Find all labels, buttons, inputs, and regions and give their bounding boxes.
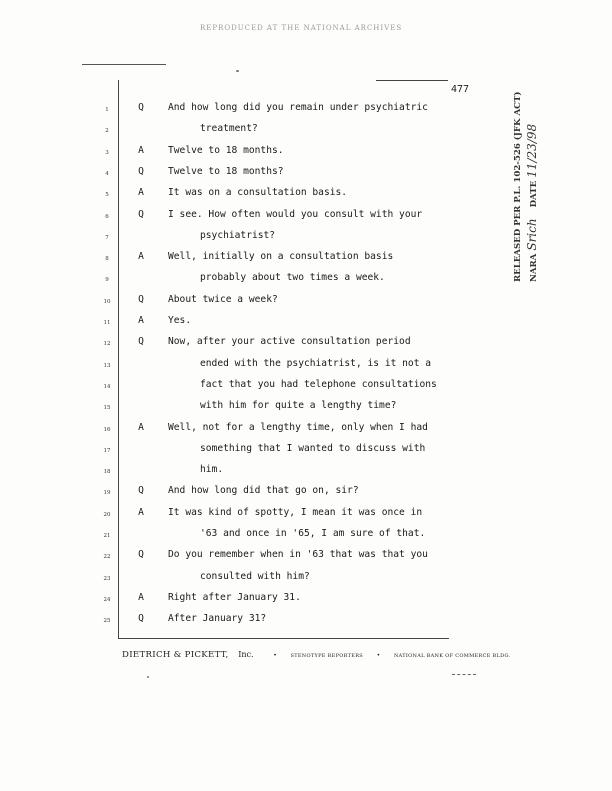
transcript-line xyxy=(0,209,460,229)
speaker-label: A xyxy=(138,251,144,263)
transcript-line xyxy=(0,528,460,548)
line-number: 17 xyxy=(103,447,111,454)
line-number: 6 xyxy=(105,213,109,220)
testimony-text: About twice a week? xyxy=(168,293,278,305)
transcript-line xyxy=(0,379,460,399)
line-number: 15 xyxy=(103,405,111,412)
transcript-line xyxy=(0,230,460,250)
transcript-line xyxy=(0,464,460,484)
testimony-text: Do you remember when in '63 that was that you xyxy=(168,549,428,561)
speaker-label: A xyxy=(138,591,144,603)
footer-inc: Inc. xyxy=(238,650,254,659)
testimony-text: Yes. xyxy=(168,315,192,326)
transcript-line xyxy=(0,422,460,442)
line-number: 14 xyxy=(103,383,111,390)
speaker-label: Q xyxy=(138,208,144,220)
testimony-text: It was kind of spotty, I mean it was once in xyxy=(168,506,423,518)
archive-header: REPRODUCED AT THE NATIONAL ARCHIVES xyxy=(200,24,403,32)
page-number-rule xyxy=(376,80,448,81)
testimony-text: '63 and once in '65, I am sure of that. xyxy=(200,528,426,539)
line-number: 11 xyxy=(103,320,111,326)
release-stamp-date-label: DATE xyxy=(529,180,539,208)
footer-separator: • xyxy=(376,652,381,659)
scan-speck xyxy=(147,676,149,678)
transcript-line xyxy=(0,102,460,122)
speaker-label: A xyxy=(138,144,144,156)
transcript-line xyxy=(0,613,460,633)
footer-firm: DIETRICH & PICKETT, xyxy=(122,650,229,660)
footer-service: STENOTYPE REPORTERS xyxy=(290,653,364,659)
testimony-text: psychiatrist? xyxy=(200,229,276,241)
release-stamp xyxy=(512,86,546,282)
release-stamp-nara: NARA xyxy=(529,253,539,282)
line-number: 22 xyxy=(103,554,111,561)
testimony-text: It was on a consultation basis. xyxy=(168,187,348,199)
testimony-text: ended with the psychiatrist, is it not a xyxy=(200,357,432,369)
line-number: 20 xyxy=(103,511,111,518)
testimony-text: something that I wanted to discuss with xyxy=(200,442,426,454)
speaker-label: Q xyxy=(138,336,144,348)
testimony-text: And how long did that go on, sir? xyxy=(168,485,359,497)
testimony-text: Right after January 31. xyxy=(168,591,301,603)
speaker-label: A xyxy=(138,506,144,518)
speaker-label: Q xyxy=(138,549,144,561)
transcript-line xyxy=(0,507,460,527)
transcript-line xyxy=(0,145,460,165)
testimony-text: with him for quite a lengthy time? xyxy=(200,400,397,412)
line-number: 18 xyxy=(103,469,111,476)
line-number: 13 xyxy=(103,362,111,369)
line-number: 23 xyxy=(103,575,111,582)
testimony-text: probably about two times a week. xyxy=(200,272,385,284)
transcript-line xyxy=(0,549,460,569)
testimony-text: And how long did you remain under psychiatric xyxy=(168,102,428,113)
testimony-text: After January 31? xyxy=(168,613,267,625)
transcript-line xyxy=(0,400,460,420)
line-number: 25 xyxy=(103,618,111,625)
testimony-text: him. xyxy=(200,464,224,476)
transcript-line xyxy=(0,251,460,271)
speaker-label: Q xyxy=(138,485,144,497)
testimony-text: Twelve to 18 months. xyxy=(168,144,284,156)
line-number: 12 xyxy=(103,341,111,348)
testimony-text: Now, after your active consultation period xyxy=(168,336,411,348)
speaker-label: Q xyxy=(138,293,144,305)
line-number: 4 xyxy=(105,170,109,177)
line-number: 10 xyxy=(103,298,111,305)
bottom-mark xyxy=(452,674,476,675)
transcript-line xyxy=(0,485,460,505)
page-number: 477 xyxy=(451,84,470,95)
line-number: 5 xyxy=(105,192,109,199)
release-stamp-date: 11/23/98 xyxy=(525,123,539,178)
speaker-label: A xyxy=(138,315,144,326)
line-number: 8 xyxy=(105,256,109,263)
transcript-line xyxy=(0,358,460,378)
reporter-footer xyxy=(122,642,510,661)
line-number: 1 xyxy=(105,107,109,113)
top-rule xyxy=(82,64,166,65)
footer-separator: • xyxy=(273,652,277,659)
transcript-line xyxy=(0,187,460,207)
transcript-line xyxy=(0,571,460,591)
transcript-line xyxy=(0,123,460,143)
testimony-text: consulted with him? xyxy=(200,570,310,582)
testimony-text: I see. How often would you consult with your xyxy=(168,208,423,220)
speaker-label: Q xyxy=(138,613,144,625)
transcript-line xyxy=(0,443,460,463)
testimony-text: Well, not for a lengthy time, only when I had xyxy=(168,421,428,433)
speaker-label: Q xyxy=(138,102,144,113)
line-number: 3 xyxy=(105,149,109,156)
transcript-line xyxy=(0,336,460,356)
line-number: 9 xyxy=(105,277,109,284)
release-stamp-signature: Srich xyxy=(525,218,539,251)
scan-speck xyxy=(236,70,239,72)
line-number: 21 xyxy=(103,533,111,539)
testimony-text: Well, initially on a consultation basis xyxy=(168,251,394,263)
line-number: 16 xyxy=(103,426,111,433)
footer-address: NATIONAL BANK OF COMMERCE BLDG. xyxy=(393,653,511,659)
transcript-line xyxy=(0,166,460,186)
speaker-label: A xyxy=(138,187,144,199)
transcript-line xyxy=(0,315,460,335)
testimony-text: treatment? xyxy=(200,123,258,135)
line-number: 24 xyxy=(103,596,111,603)
transcript-line xyxy=(0,272,460,292)
transcript-line xyxy=(0,592,460,612)
speaker-label: Q xyxy=(138,165,144,177)
testimony-text: Twelve to 18 months? xyxy=(168,165,284,177)
transcript-line xyxy=(0,294,460,314)
line-number: 7 xyxy=(105,234,109,241)
speaker-label: A xyxy=(138,421,144,433)
release-stamp-line: RELEASED PER P.L. 102-526 (JFK ACT) xyxy=(513,91,523,282)
line-number: 19 xyxy=(103,490,111,497)
testimony-text: fact that you had telephone consultations xyxy=(200,378,437,390)
line-number: 2 xyxy=(105,128,109,135)
